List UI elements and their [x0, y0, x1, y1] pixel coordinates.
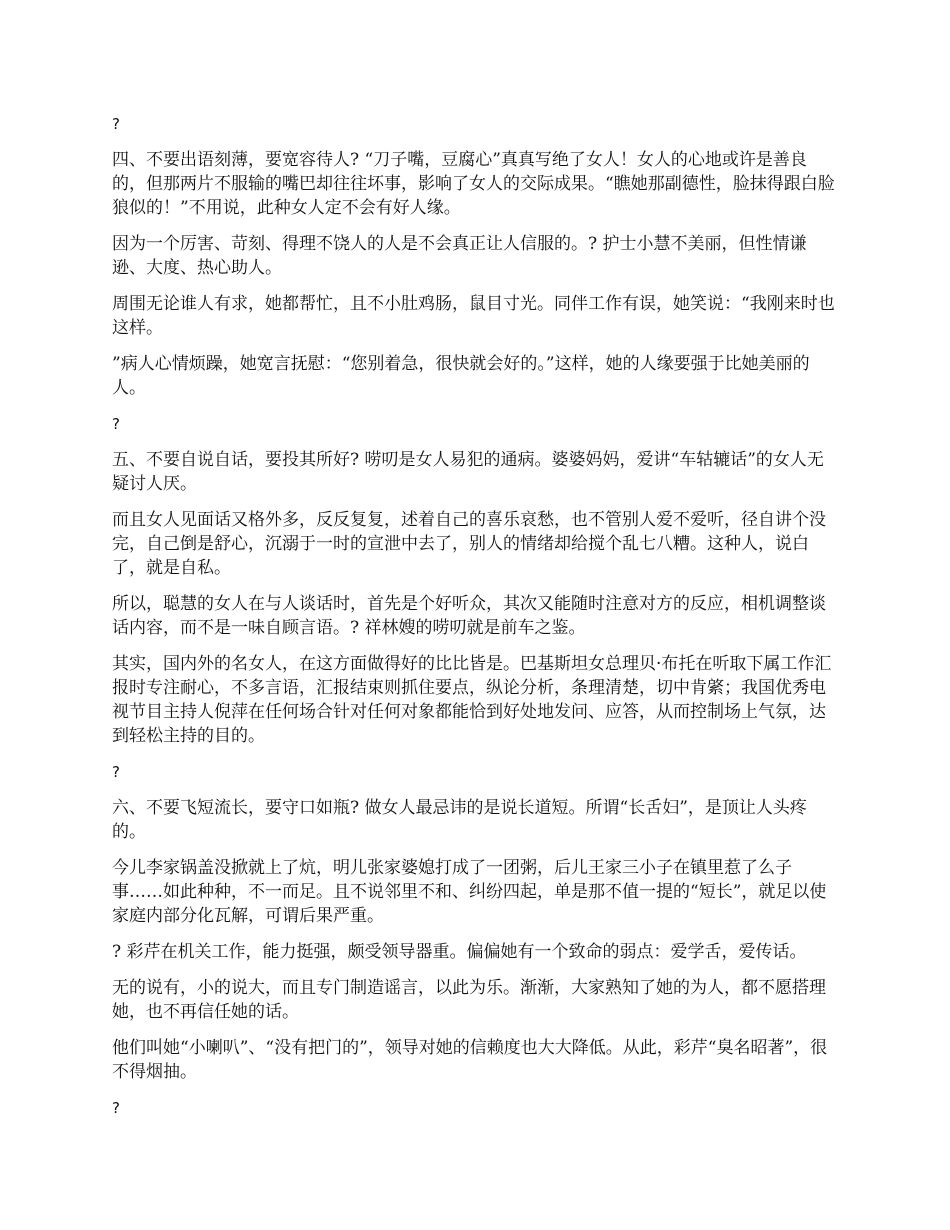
paragraph: 而且女人见面话又格外多，反反复复，述着自己的喜乐哀愁，也不管别人爱不爱听，径自讲个没完，自己倒是舒心，沉溺于一时的宣泄中去了，别人的情绪却给搅个乱七八糟。这种人，说白了，就是自私。 — [112, 510, 826, 578]
paragraph-section-five: 五、不要自说自话，要投其所好? 唠叨是女人易犯的通病。婆婆妈妈，爱讲“车轱辘话”的女人无疑讨人厌。 — [112, 450, 824, 494]
paragraph-separator: ? — [112, 1099, 120, 1117]
paragraph-section-six: 六、不要飞短流长，要守口如瓶? 做女人最忌讳的是说长道短。所谓“长舌妇”，是顶让人头疼的。 — [112, 798, 807, 842]
paragraph-separator: ? — [112, 415, 120, 433]
paragraph: ? 彩芹在机关工作，能力挺强，颇受领导器重。偏偏她有一个致命的弱点：爱学舌，爱传话。 — [112, 942, 807, 962]
paragraph: 周围无论谁人有求，她都帮忙，且不小肚鸡肠，鼠目寸光。同伴工作有误，她笑说：“我刚来时也这样。 — [112, 294, 835, 338]
paragraph: 无的说有，小的说大，而且专门制造谣言，以此为乐。渐渐，大家熟知了她的为人，都不愿搭理她，也不再信任她的话。 — [112, 978, 826, 1022]
paragraph: 他们叫她“小喇叭”、“没有把门的”，领导对她的信赖度也大大降低。从此，彩芹“臭名昭著”，很不得烟抽。 — [112, 1038, 828, 1082]
paragraph: ”病人心情烦躁，她宽言抚慰：“您别着急，很快就会好的。”这样，她的人缘要强于比她美丽的人。 — [112, 354, 810, 398]
paragraph: 其实，国内外的名女人，在这方面做得好的比比皆是。巴基斯坦女总理贝·布托在听取下属工作汇报时专注耐心，不多言语，汇报结束则抓住要点，纵论分析，条理清楚，切中肯綮；我国优秀电视节目主持人倪萍在任何场合针对任何对象都能恰到好处地发问、应答，从而控制场上气氛，达到轻松主持的目的。 — [112, 654, 832, 746]
document-body — [112, 112, 840, 1132]
paragraph-separator: ? — [112, 763, 120, 781]
paragraph: 所以，聪慧的女人在与人谈话时，首先是个好听众，其次又能随时注意对方的反应，相机调整谈话内容，而不是一味自顾言语。? 祥林嫂的唠叨就是前车之鉴。 — [112, 594, 826, 638]
paragraph-separator: ? — [112, 115, 120, 133]
paragraph: 今儿李家锅盖没掀就上了炕，明儿张家婆媳打成了一团粥，后儿王家三小子在镇里惹了么子事……如此种种，不一而足。且不说邻里不和、纠纷四起，单是那不值一提的“短长”，就足以使家庭内部分化瓦解，可谓后果严重。 — [112, 858, 827, 926]
paragraph-section-four: 四、不要出语刻薄，要宽容待人? “刀子嘴，豆腐心”真真写绝了女人！女人的心地或许是善良的，但那两片不服输的嘴巴却往往坏事，影响了女人的交际成果。“瞧她那副德性，脸抹得跟白脸狼似的！”不用说，此种女人定不会有好人缘。 — [112, 150, 835, 218]
paragraph: 因为一个厉害、苛刻、得理不饶人的人是不会真正让人信服的。? 护士小慧不美丽，但性情谦逊、大度、热心助人。 — [112, 234, 807, 278]
